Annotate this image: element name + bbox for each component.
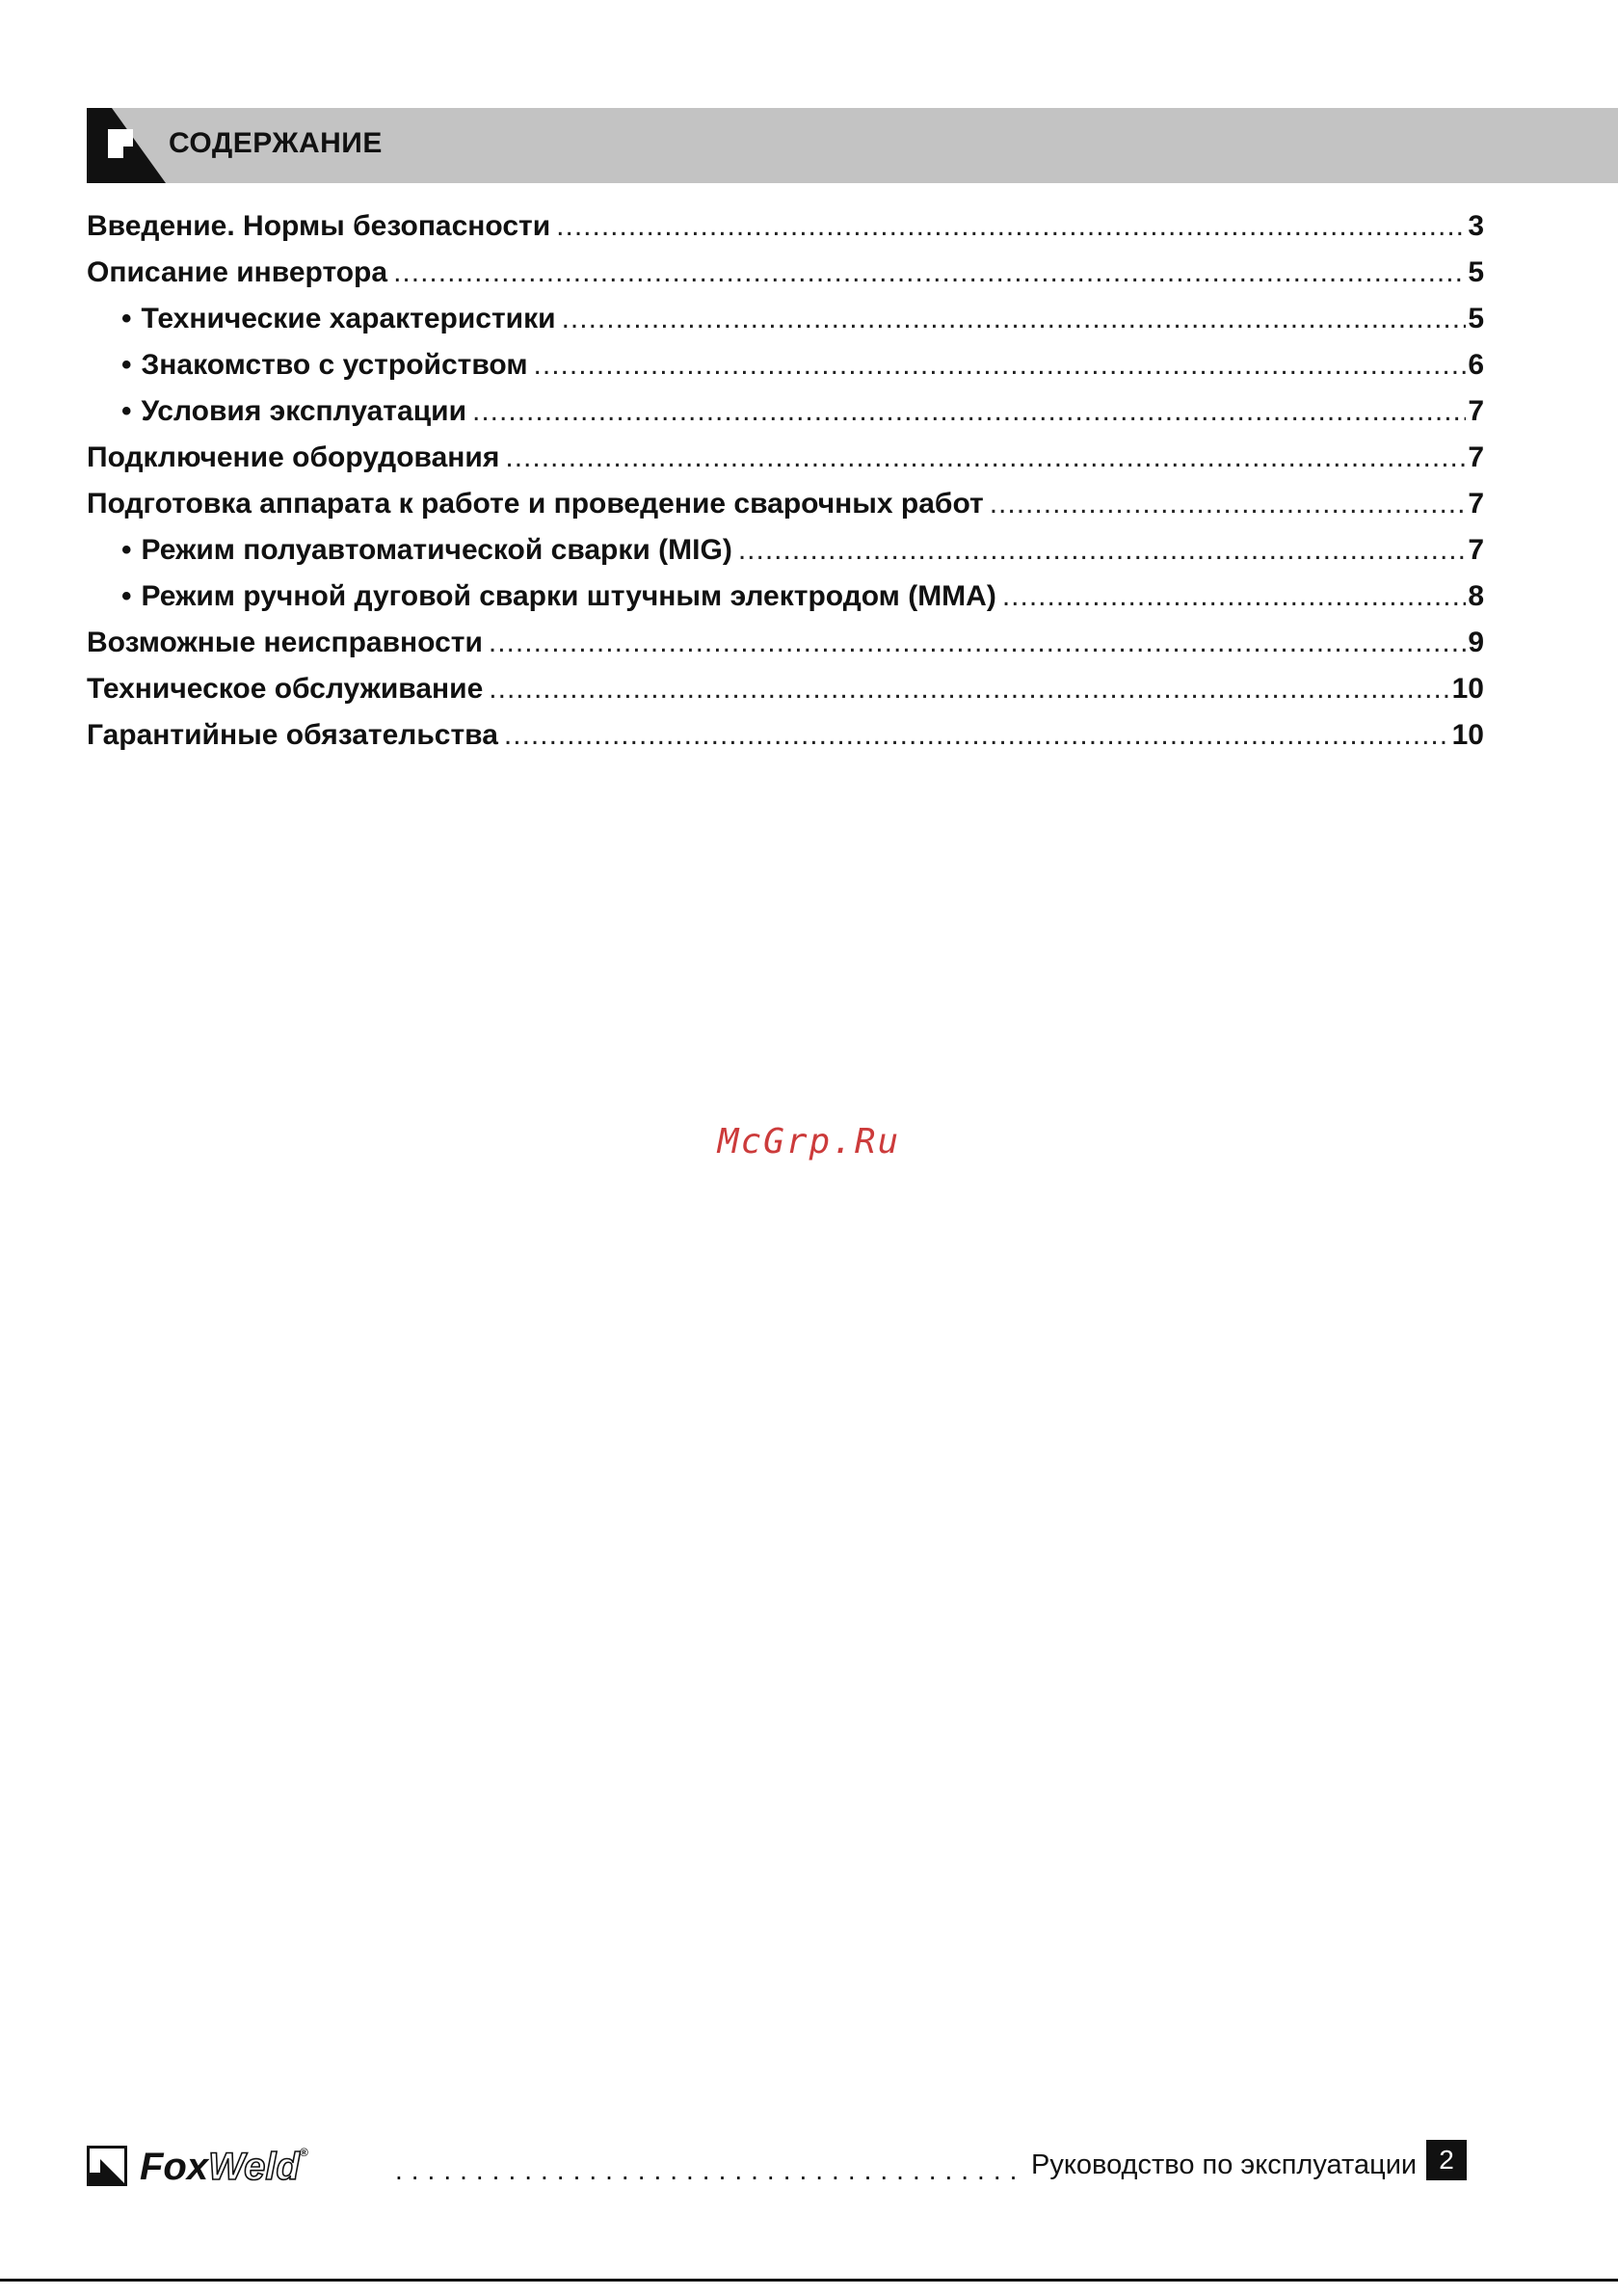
- bullet-icon: •: [121, 580, 132, 612]
- toc-entry-label: Гарантийные обязательства: [87, 719, 498, 751]
- toc-entry[interactable]: [87, 256, 1484, 303]
- toc-subentry[interactable]: [87, 395, 1484, 441]
- toc-leader-dots: [505, 441, 1466, 474]
- section-corner-icon: [87, 108, 166, 183]
- toc-leader-dots: [504, 719, 1450, 752]
- toc-entry[interactable]: [87, 673, 1484, 719]
- toc-entry-label: Описание инвертора: [87, 256, 388, 288]
- bullet-icon: •: [121, 303, 132, 334]
- toc-leader-dots: [489, 673, 1449, 706]
- toc-leader-dots: [534, 349, 1467, 382]
- bullet-icon: •: [121, 534, 132, 566]
- toc-leader-dots: [472, 395, 1466, 428]
- bullet-icon: •: [121, 395, 132, 427]
- toc-subentry[interactable]: [87, 349, 1484, 395]
- toc-entry-label: Техническое обслуживание: [87, 673, 484, 705]
- table-of-contents: [87, 210, 1484, 765]
- toc-subentry[interactable]: [87, 534, 1484, 580]
- brand-logo-outline: Weld: [208, 2146, 300, 2188]
- toc-entry-page: 7: [1468, 441, 1484, 473]
- toc-entry-page: 3: [1468, 210, 1484, 242]
- footer-leader-dots: [395, 2155, 1021, 2186]
- bottom-rule: [0, 2279, 1618, 2282]
- toc-entry-label: Подключение оборудования: [87, 441, 500, 473]
- toc-entry[interactable]: [87, 627, 1484, 673]
- toc-entry-page: 7: [1468, 395, 1484, 427]
- toc-entry-label: Режим полуавтоматической сварки (MIG): [141, 534, 732, 566]
- page-number-badge: 2: [1426, 2140, 1467, 2180]
- toc-entry-page: 9: [1468, 627, 1484, 658]
- toc-entry-label: Подготовка аппарата к работе и проведение сварочных работ: [87, 488, 984, 520]
- toc-entry-page: 6: [1468, 349, 1484, 381]
- toc-leader-dots: [562, 303, 1467, 335]
- bullet-icon: •: [121, 349, 132, 381]
- toc-entry-label: Технические характеристики: [141, 303, 556, 334]
- toc-entry-page: 5: [1468, 256, 1484, 288]
- footer-document-title: Руководство по эксплуатации: [1031, 2149, 1418, 2180]
- toc-leader-dots: [489, 627, 1466, 659]
- toc-entry-label: Введение. Нормы безопасности: [87, 210, 551, 242]
- toc-entry-page: 10: [1451, 673, 1484, 705]
- toc-entry-label: Условия эксплуатации: [141, 395, 467, 427]
- toc-entry[interactable]: [87, 441, 1484, 488]
- toc-leader-dots: [738, 534, 1466, 567]
- toc-entry[interactable]: [87, 210, 1484, 256]
- page-title: СОДЕРЖАНИЕ: [169, 127, 383, 159]
- toc-entry[interactable]: [87, 488, 1484, 534]
- toc-leader-dots: [556, 210, 1466, 243]
- watermark-text: McGrp.Ru: [717, 1122, 901, 1161]
- toc-entry-page: 7: [1468, 534, 1484, 566]
- registered-mark: ®: [299, 2146, 308, 2159]
- brand-logo: [140, 2146, 308, 2189]
- brand-logo-solid: Fox: [140, 2146, 209, 2188]
- toc-entry-page: 8: [1468, 580, 1484, 612]
- toc-leader-dots: [1002, 580, 1466, 613]
- toc-subentry[interactable]: [87, 303, 1484, 349]
- toc-subentry[interactable]: [87, 580, 1484, 627]
- toc-leader-dots: [990, 488, 1467, 521]
- toc-entry-label: Возможные неисправности: [87, 627, 483, 658]
- toc-leader-dots: [393, 256, 1466, 289]
- toc-entry-page: 5: [1468, 303, 1484, 334]
- toc-entry-page: 7: [1468, 488, 1484, 520]
- toc-entry[interactable]: [87, 719, 1484, 765]
- foxweld-logo-icon: [87, 2146, 127, 2186]
- toc-entry-page: 10: [1451, 719, 1484, 751]
- toc-entry-label: Знакомство с устройством: [141, 349, 528, 381]
- toc-entry-label: Режим ручной дуговой сварки штучным электродом (ММА): [141, 580, 996, 612]
